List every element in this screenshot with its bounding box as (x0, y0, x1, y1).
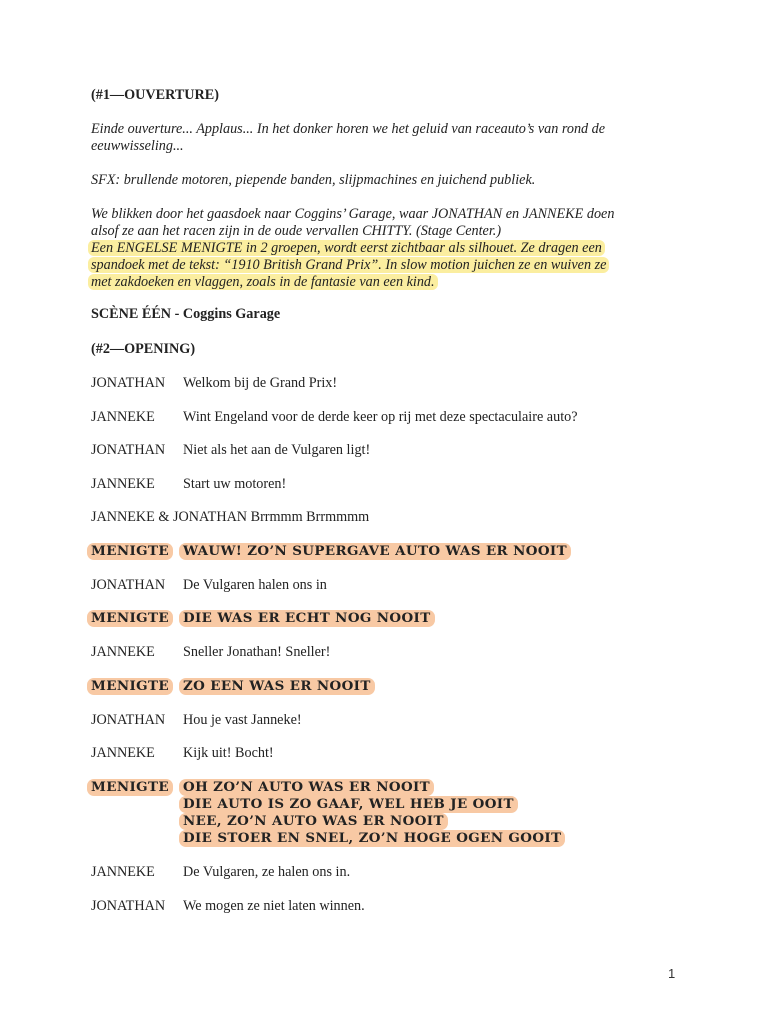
speaker-name: JANNEKE (91, 864, 155, 880)
crowd-lyric: ZO EEN WAS ER NOOIT (183, 678, 375, 695)
crowd-lyric: WAUW! ZO’N SUPERGAVE AUTO WAS ER NOOIT (183, 543, 571, 560)
crowd-lyric: DIE STOER EN SNEL, ZO’N HOGE OGEN GOOIT (179, 830, 565, 847)
crowd-speaker: MENIGTE (91, 543, 173, 560)
highlight-yellow: met zakdoeken en vlaggen, zoals in de fantasie van een kind. (88, 274, 438, 290)
dialogue-line: Niet als het aan de Vulgaren ligt! (183, 442, 371, 458)
stage-direction-garage-line2: alsof ze aan het racen zijn in de oude vervallen CHITTY. (Stage Center.) (91, 223, 502, 239)
crowd-lyric: NEE, ZO’N AUTO WAS ER NOOIT (179, 813, 448, 830)
speaker-name: JONATHAN (91, 375, 166, 391)
dialogue-line: Start uw motoren! (183, 476, 287, 492)
speaker-name: JONATHAN (91, 577, 166, 593)
crowd-speaker: MENIGTE (91, 779, 173, 796)
dialogue-line: De Vulgaren halen ons in (183, 577, 327, 593)
dialogue-line: Wint Engeland voor de derde keer op rij met deze spectaculaire auto? (183, 409, 578, 425)
highlight-yellow: Een ENGELSE MENIGTE in 2 groepen, wordt eerst zichtbaar als silhouet. Ze dragen een (88, 240, 605, 256)
highlight-yellow: spandoek met de tekst: “1910 British Grand Prix”. In slow motion juichen ze en wuiven ze (88, 257, 609, 273)
stage-direction-intro-line1: Einde ouverture... Applaus... In het donker horen we het geluid van raceauto’s van rond de (91, 121, 606, 137)
stage-direction-crowd-line1 (91, 240, 605, 257)
sfx-direction: SFX: brullende motoren, piepende banden, slijpmachines en juichend publiek. (91, 172, 536, 188)
stage-direction-garage-line1: We blikken door het gaasdoek naar Coggins’ Garage, waar JONATHAN en JANNEKE doen (91, 206, 615, 222)
dialogue-line: Welkom bij de Grand Prix! (183, 375, 338, 391)
speaker-name: JANNEKE (91, 476, 155, 492)
crowd-lyric: DIE WAS ER ECHT NOG NOOIT (183, 610, 435, 627)
crowd-speaker: MENIGTE (91, 678, 173, 695)
speaker-name: JONATHAN (91, 712, 166, 728)
opening-heading: (#2—OPENING) (91, 341, 196, 357)
stage-direction-crowd-line3 (91, 274, 438, 291)
crowd-lyric: OH ZO’N AUTO WAS ER NOOIT (179, 779, 434, 796)
speaker-name-combined: JANNEKE & JONATHAN Brrmmm Brrmmmm (91, 509, 370, 525)
speaker-name: JANNEKE (91, 644, 155, 660)
overture-heading: (#1—OUVERTURE) (91, 87, 219, 103)
dialogue-line: De Vulgaren, ze halen ons in. (183, 864, 351, 880)
speaker-name: JANNEKE (91, 745, 155, 761)
speaker-name: JANNEKE (91, 409, 155, 425)
speaker-name: JONATHAN (91, 442, 166, 458)
stage-direction-crowd-line2 (91, 257, 609, 274)
stage-direction-intro-line2: eeuwwisseling... (91, 138, 184, 154)
page-number: 1 (668, 966, 676, 981)
dialogue-line: Kijk uit! Bocht! (183, 745, 274, 761)
crowd-lyric: DIE AUTO IS ZO GAAF, WEL HEB JE OOIT (179, 796, 518, 813)
dialogue-line: Hou je vast Janneke! (183, 712, 302, 728)
crowd-speaker: MENIGTE (91, 610, 173, 627)
dialogue-line: Sneller Jonathan! Sneller! (183, 644, 331, 660)
speaker-name: JONATHAN (91, 898, 166, 914)
crowd-lyric-stack (183, 779, 565, 847)
scene-heading: SCÈNE ÉÉN - Coggins Garage (91, 306, 281, 322)
dialogue-line: We mogen ze niet laten winnen. (183, 898, 365, 914)
